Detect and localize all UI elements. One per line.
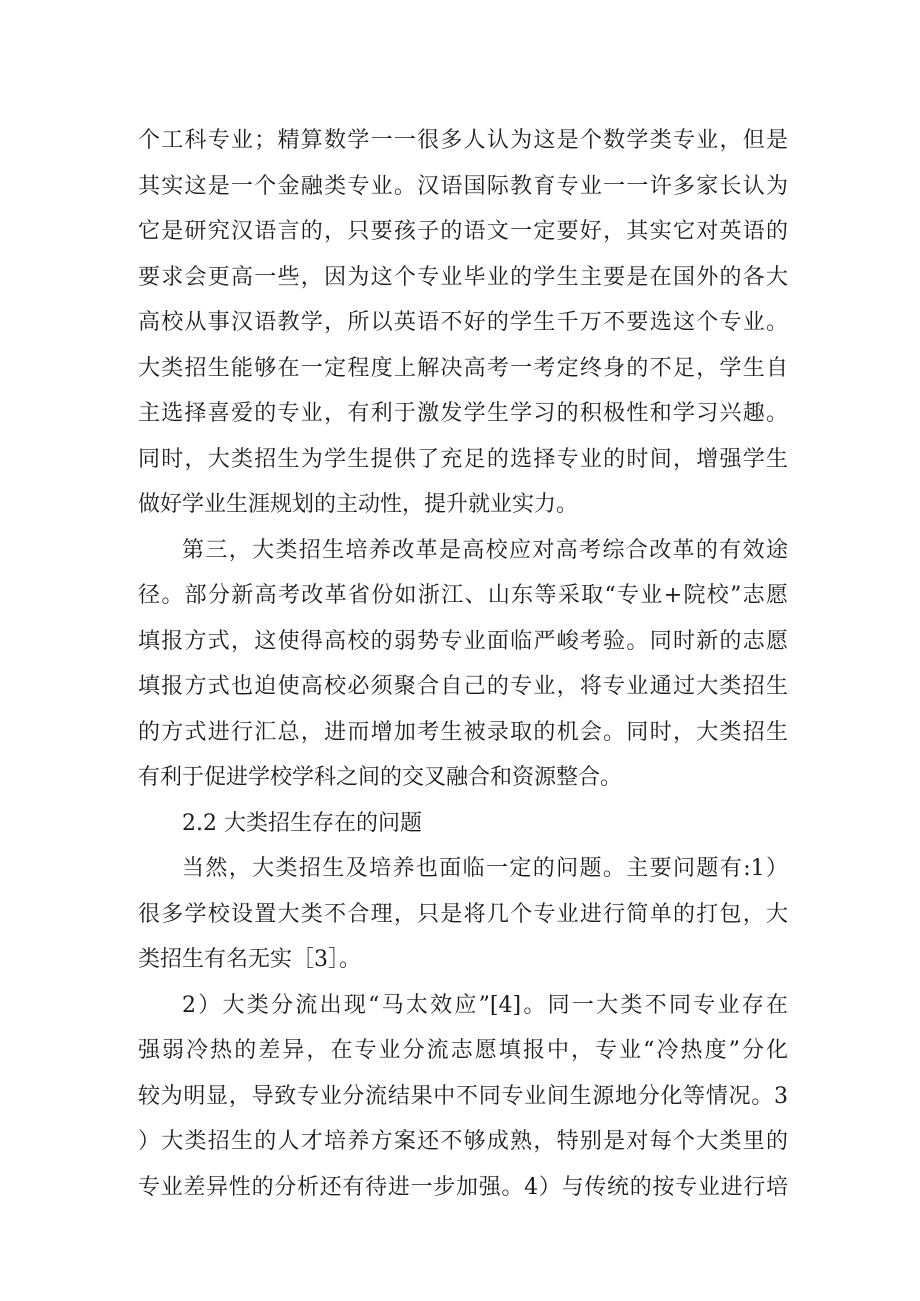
- paragraph-line: 的方式进行汇总，进而增加考生被录取的机会。同时，大类招生: [138, 719, 788, 745]
- paragraph-line: 要求会更高一些，因为这个专业毕业的学生主要是在国外的各大: [138, 264, 788, 290]
- paragraph-line: 专业差异性的分析还有待进一步加强。4）与传统的按专业进行培: [138, 1174, 788, 1200]
- paragraph-line: 很多学校设置大类不合理，只是将几个专业进行简单的打包，大: [138, 901, 788, 927]
- paragraph-line: 较为明显，导致专业分流结果中不同专业间生源地分化等情况。3: [138, 1083, 788, 1109]
- paragraph-line: 类招生有名无实［3］。: [138, 947, 361, 972]
- paragraph-line: 主选择喜爱的专业，有利于激发学生学习的积极性和学习兴趣。: [138, 401, 788, 426]
- paragraph-line: 当然，大类招生及培养也面临一定的问题。主要问题有:1）: [182, 856, 788, 881]
- paragraph-line: 强弱冷热的差异，在专业分流志愿填报中，专业“冷热度”分化: [138, 1038, 788, 1063]
- paragraph-line: 2）大类分流出现“马太效应”[4]。同一大类不同专业存在: [182, 992, 788, 1018]
- paragraph-line: 做好学业生涯规划的主动性，提升就业实力。: [138, 492, 579, 517]
- paragraph-line: 大类招生能够在一定程度上解决高考一考定终身的不足，学生自: [138, 355, 788, 381]
- body-text: [138, 118, 788, 1210]
- paragraph-line: 其实这是一个金融类专业。汉语国际教育专业一一许多家长认为: [138, 173, 788, 199]
- paragraph-line: 第三，大类招生培养改革是高校应对高考综合改革的有效途: [182, 537, 788, 563]
- paragraph-line: 高校从事汉语教学，所以英语不好的学生千万不要选这个专业。: [138, 310, 788, 335]
- paragraph-line: 同时，大类招生为学生提供了充足的选择专业的时间，增强学生: [138, 446, 788, 472]
- paragraph-line: 径。部分新高考改革省份如浙江、山东等采取“专业+院校”志愿: [138, 583, 788, 608]
- paragraph-line: 个工科专业；精算数学一一很多人认为这是个数学类专业，但是: [138, 128, 788, 153]
- paragraph-line: 有利于促进学校学科之间的交叉融合和资源整合。: [138, 765, 623, 790]
- paragraph-line: ）大类招生的人才培养方案还不够成熟，特别是对每个大类里的: [138, 1129, 788, 1154]
- paragraph-line: 填报方式也迫使高校必须聚合自己的专业，将专业通过大类招生: [138, 674, 788, 699]
- paragraph-line: 填报方式，这使得高校的弱势专业面临严峻考验。同时新的志愿: [138, 628, 788, 654]
- paragraph-line: 它是研究汉语言的，只要孩子的语文一定要好，其实它对英语的: [138, 219, 788, 244]
- section-heading: 2.2 大类招生存在的问题: [182, 810, 422, 836]
